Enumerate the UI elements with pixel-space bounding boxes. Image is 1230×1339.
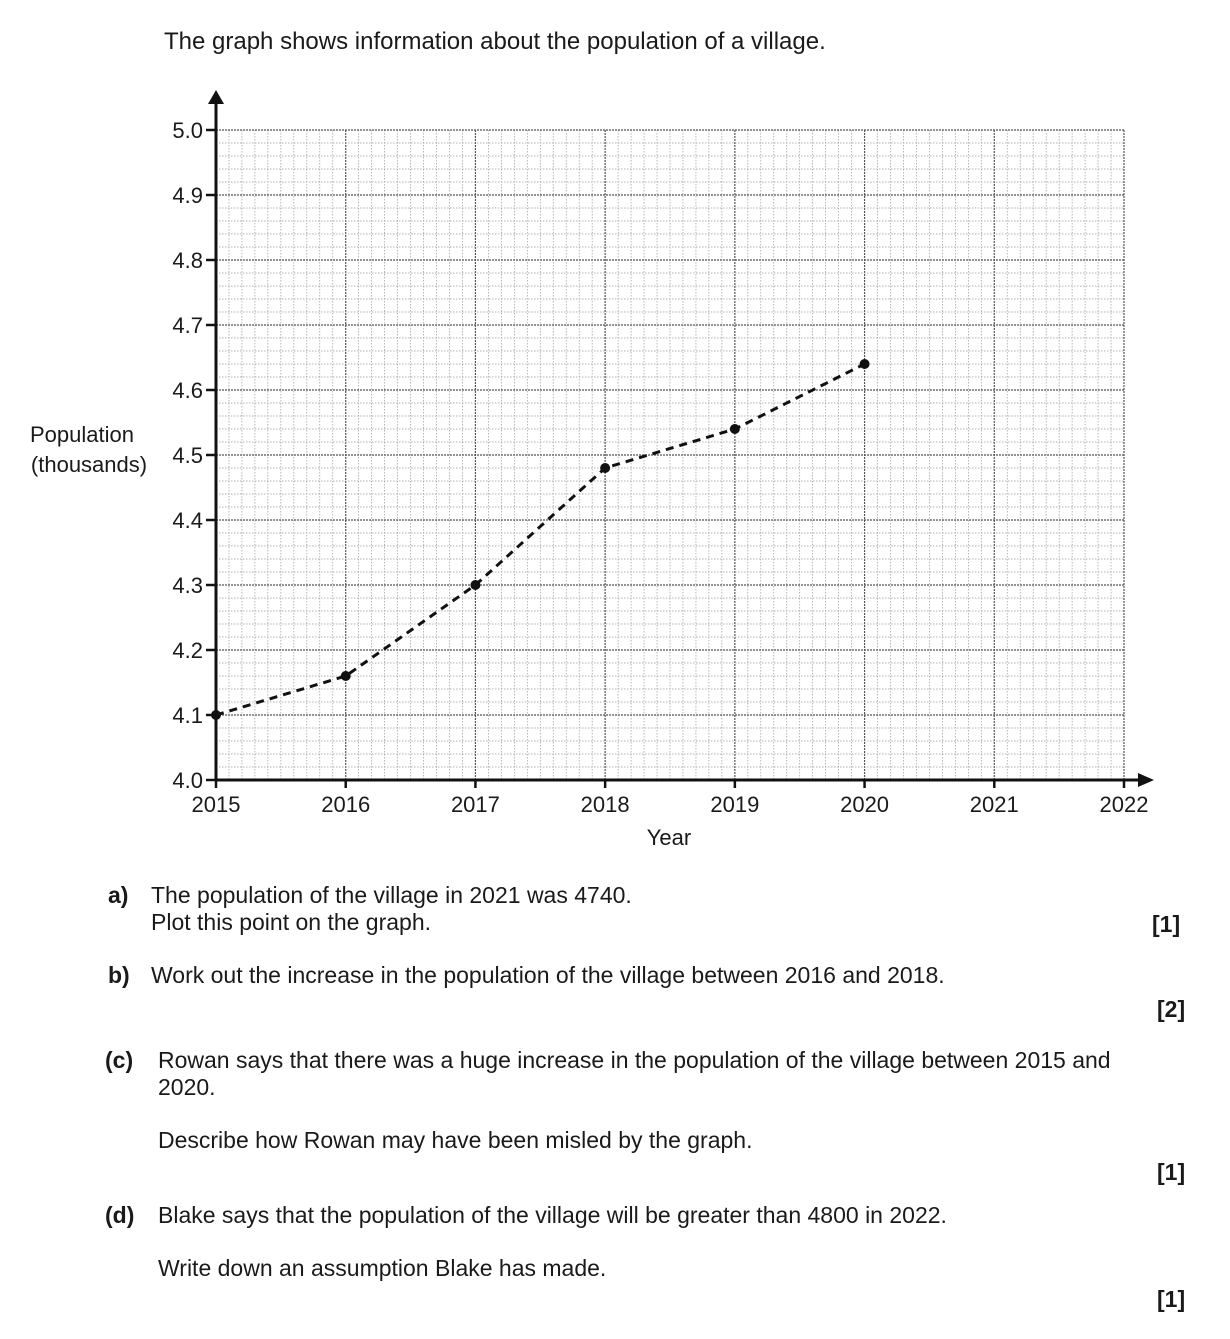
y-tick-label: 4.7 bbox=[172, 313, 203, 338]
data-point bbox=[341, 671, 351, 681]
population-chart bbox=[0, 85, 1230, 865]
y-axis-label-line1: Population bbox=[30, 422, 134, 447]
question-c-line3: Describe how Rowan may have been misled by the graph. bbox=[158, 1127, 753, 1153]
question-b-label: b) bbox=[108, 962, 130, 988]
question-c bbox=[0, 1047, 1230, 1157]
intro-text: The graph shows information about the population of a village. bbox=[164, 28, 826, 55]
question-c-marks: [1] bbox=[1157, 1159, 1186, 1185]
question-b-line1: Work out the increase in the population of the village between 2016 and 2018. bbox=[151, 962, 945, 988]
y-tick-label: 4.6 bbox=[172, 378, 203, 403]
x-axis-label: Year bbox=[646, 825, 692, 850]
question-c-line1: Rowan says that there was a huge increase in the population of the village between 2015 and bbox=[158, 1047, 1111, 1073]
question-d-line2: Write down an assumption Blake has made. bbox=[158, 1255, 607, 1281]
x-tick-label: 2015 bbox=[191, 792, 241, 817]
question-a bbox=[0, 882, 1230, 942]
y-tick-label: 5.0 bbox=[172, 118, 203, 143]
data-point bbox=[860, 359, 870, 369]
y-tick-label: 4.3 bbox=[172, 573, 203, 598]
chart-grid bbox=[216, 130, 1124, 780]
y-tick-label: 4.1 bbox=[172, 703, 203, 728]
x-tick-label: 2018 bbox=[580, 792, 630, 817]
question-a-line1: The population of the village in 2021 was 4740. bbox=[151, 882, 632, 908]
y-tick-label: 4.0 bbox=[172, 768, 203, 793]
x-tick-label: 2017 bbox=[450, 792, 500, 817]
x-tick-label: 2022 bbox=[1099, 792, 1149, 817]
y-tick-label: 4.5 bbox=[172, 443, 203, 468]
question-d bbox=[0, 1202, 1230, 1282]
question-d-line1: Blake says that the population of the village will be greater than 4800 in 2022. bbox=[158, 1202, 947, 1228]
chart-tick-labels bbox=[172, 118, 1148, 817]
question-a-marks: [1] bbox=[1152, 911, 1181, 937]
question-c-line2: 2020. bbox=[158, 1074, 216, 1100]
y-axis-arrow bbox=[208, 90, 224, 104]
y-tick-label: 4.4 bbox=[172, 508, 203, 533]
x-tick-label: 2020 bbox=[840, 792, 890, 817]
x-axis-arrow bbox=[1138, 773, 1154, 787]
y-tick-label: 4.2 bbox=[172, 638, 203, 663]
x-tick-label: 2016 bbox=[321, 792, 371, 817]
question-a-line2: Plot this point on the graph. bbox=[151, 909, 432, 935]
data-point bbox=[600, 463, 610, 473]
question-c-label: (c) bbox=[105, 1047, 134, 1073]
question-d-marks: [1] bbox=[1157, 1286, 1186, 1312]
question-b-marks: [2] bbox=[1157, 996, 1186, 1022]
x-tick-label: 2019 bbox=[710, 792, 760, 817]
data-point bbox=[470, 580, 480, 590]
data-point bbox=[211, 710, 221, 720]
x-tick-label: 2021 bbox=[969, 792, 1019, 817]
data-point bbox=[730, 424, 740, 434]
question-d-label: (d) bbox=[105, 1202, 135, 1228]
y-tick-label: 4.8 bbox=[172, 248, 203, 273]
y-axis-label-line2: (thousands) bbox=[30, 452, 148, 477]
y-tick-label: 4.9 bbox=[172, 183, 203, 208]
question-b bbox=[0, 962, 1230, 992]
question-a-label: a) bbox=[108, 882, 129, 908]
